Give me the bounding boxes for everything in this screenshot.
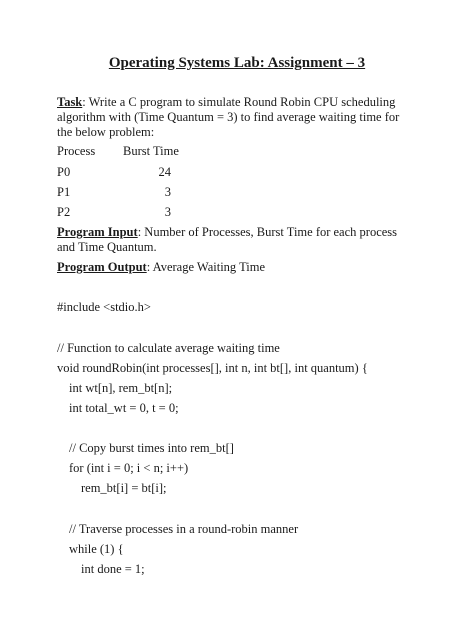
task-paragraph	[57, 95, 417, 140]
table-row-burst: 3	[164, 205, 171, 219]
table-row-process: P1	[57, 185, 71, 199]
program-input-paragraph	[57, 225, 417, 255]
table-header-burst-time: Burst Time	[123, 144, 179, 158]
code-line: // Traverse processes in a round-robin manner	[69, 522, 299, 536]
program-output-paragraph	[57, 260, 417, 275]
code-line: int wt[n], rem_bt[n];	[69, 381, 173, 395]
table-header-process: Process	[57, 144, 96, 158]
program-output-label: Program Output	[57, 260, 147, 274]
table-row-burst: 24	[158, 165, 171, 179]
page-title: Operating Systems Lab: Assignment – 3	[108, 55, 366, 71]
table-row-process: P2	[57, 205, 71, 219]
code-line: // Function to calculate average waiting time	[57, 341, 280, 355]
program-input-label: Program Input	[57, 225, 138, 239]
program-input-text: : Number of Processes, Burst Time for each process and Time Quantum.	[57, 225, 398, 254]
task-label: Task	[57, 95, 83, 109]
code-line: rem_bt[i] = bt[i];	[81, 481, 167, 495]
code-line: #include <stdio.h>	[57, 300, 151, 314]
code-line: for (int i = 0; i < n; i++)	[69, 461, 189, 475]
code-line: int done = 1;	[81, 562, 145, 576]
table-row-burst: 3	[164, 185, 171, 199]
code-line: int total_wt = 0, t = 0;	[69, 401, 179, 415]
code-line: while (1) {	[69, 542, 124, 556]
program-output-text: : Average Waiting Time	[146, 260, 266, 274]
table-row-process: P0	[57, 165, 71, 179]
task-text: : Write a C program to simulate Round Robin CPU scheduling algorithm with (Time Quantum = 3) to find average waiting time for the below problem:	[57, 95, 400, 139]
code-line: // Copy burst times into rem_bt[]	[69, 441, 234, 455]
code-line: void roundRobin(int processes[], int n, int bt[], int quantum) {	[57, 361, 368, 375]
